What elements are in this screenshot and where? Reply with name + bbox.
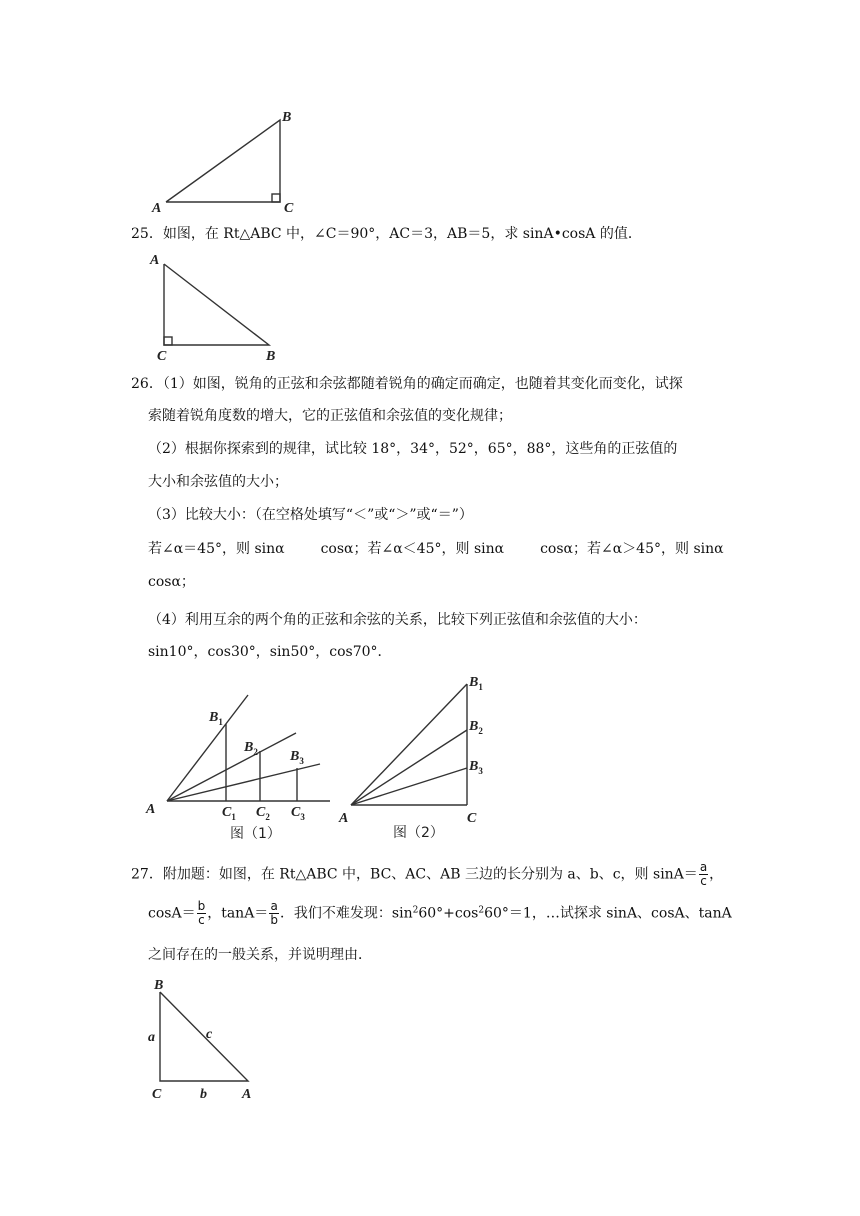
label-A: A <box>146 802 156 817</box>
q26-part1a: （1）如图，锐角的正弦和余弦都随着锐角的确定而确定，也随着其变化而变化，试探 <box>162 376 683 392</box>
square-superscript-1: 2 <box>412 905 419 916</box>
label-B: B <box>154 978 164 993</box>
identity-prefix: ．我们不难发现：sin <box>279 905 413 922</box>
fraction-a-over-b: $\frac{a}{b}$ <box>270 899 278 927</box>
label-A: A <box>150 253 160 268</box>
ray-1 <box>167 695 248 801</box>
tan-label: ，tanA＝ <box>207 905 269 922</box>
q26-line1 <box>131 374 683 394</box>
triangle-outline <box>166 120 280 202</box>
top-triangle-figure <box>148 105 298 215</box>
q26-part3: （3）比较大小：（在空格处填写“＜”或“＞”或“＝”） <box>148 507 473 523</box>
q26-part4-values: sin10°，cos30°，sin50°，cos70°． <box>148 644 392 660</box>
label-C1: $C_1$ <box>222 805 236 822</box>
q26-part2b: 大小和余弦值的大小； <box>148 474 288 490</box>
blank-2-prefix: cosα；若∠α＜45°，则 sinα <box>320 541 505 557</box>
square-superscript-2: 2 <box>478 905 485 916</box>
label-B: B <box>282 110 292 125</box>
label-C3: $C_3$ <box>291 805 305 822</box>
label-A: A <box>242 1087 252 1102</box>
triangle-outline <box>160 992 248 1081</box>
figure-2-caption: 图（2） <box>393 825 444 841</box>
fraction-b-over-c: $\frac{b}{c}$ <box>197 899 206 927</box>
label-C: C <box>157 349 167 364</box>
right-angle-mark <box>164 337 172 345</box>
q26-part2a: （2）根据你探索到的规律，试比较 18°，34°，52°，65°，88°，这些角的正弦值的 <box>148 441 678 457</box>
label-C: C <box>152 1087 162 1102</box>
triangle-outline <box>164 264 269 345</box>
label-B: B <box>266 349 276 364</box>
label-A: A <box>152 201 162 216</box>
label-a: a <box>148 1030 155 1045</box>
label-B2: $B_2$ <box>469 719 483 736</box>
q26-part1b: 索随着锐角度数的增大，它的正弦值和余弦值的变化规律； <box>148 408 512 424</box>
label-c: c <box>206 1027 213 1042</box>
fraction-a-over-c: $\frac{a}{c}$ <box>699 860 708 888</box>
figure-1-caption: 图（1） <box>230 826 281 842</box>
ray-2 <box>351 730 467 805</box>
label-B1: $B_1$ <box>469 675 483 692</box>
q25-triangle-figure <box>148 252 288 364</box>
q26-figure-1 <box>140 688 340 848</box>
label-C: C <box>284 201 294 216</box>
q26-part3-line1 <box>148 539 724 559</box>
q27-line2 <box>148 900 732 927</box>
label-B3: $B_3$ <box>469 759 483 776</box>
label-A: A <box>339 811 349 826</box>
q25-text <box>131 224 642 244</box>
q26-number: 26． <box>131 376 163 392</box>
blank-1-prefix: 若∠α＝45°，则 sinα <box>148 541 285 557</box>
q26-figure-2 <box>335 672 505 852</box>
q27-intro: 附加题：如图，在 Rt△ABC 中，BC、AC、AB 三边的长分别为 a、b、c，则 sinA＝ <box>162 866 698 883</box>
label-B3: $B_3$ <box>290 749 304 766</box>
ray-2 <box>167 733 296 801</box>
label-C2: $C_2$ <box>256 805 270 822</box>
label-B2: $B_2$ <box>244 740 258 757</box>
q27-line1: 27．附加题：如图，在 Rt△ABC 中，BC、AC、AB 三边的长分别为 a、b、c，则 sinA＝ $\frac{a}{c}$ ， <box>131 860 724 888</box>
q26-part3-line2 <box>148 572 195 592</box>
blank-3-prefix: cosα；若∠α＞45°，则 sinα <box>540 541 724 557</box>
identity-suffix: 60°＝1，…试探求 sinA、cosA、tanA <box>484 905 732 922</box>
q27-triangle-figure <box>140 976 270 1106</box>
q27-number: 27． <box>131 866 163 883</box>
label-b: b <box>200 1087 207 1102</box>
q26-part4: （4）利用互余的两个角的正弦和余弦的关系，比较下列正弦值和余弦值的大小： <box>148 612 647 628</box>
label-B1: $B_1$ <box>209 710 223 727</box>
q25-statement: 如图，在 Rt△ABC 中，∠C＝90°，AC＝3，AB＝5，求 sinA•cosA 的值． <box>162 226 642 242</box>
label-C: C <box>467 811 477 826</box>
right-angle-mark <box>272 194 280 202</box>
q25-number: 25． <box>131 226 163 242</box>
identity-middle: 60°+cos <box>418 905 479 922</box>
blank-3-suffix: cosα； <box>148 574 195 590</box>
q27-line3: 之间存在的一般关系，并说明理由． <box>148 947 372 963</box>
cos-label: cosA＝ <box>148 905 196 922</box>
